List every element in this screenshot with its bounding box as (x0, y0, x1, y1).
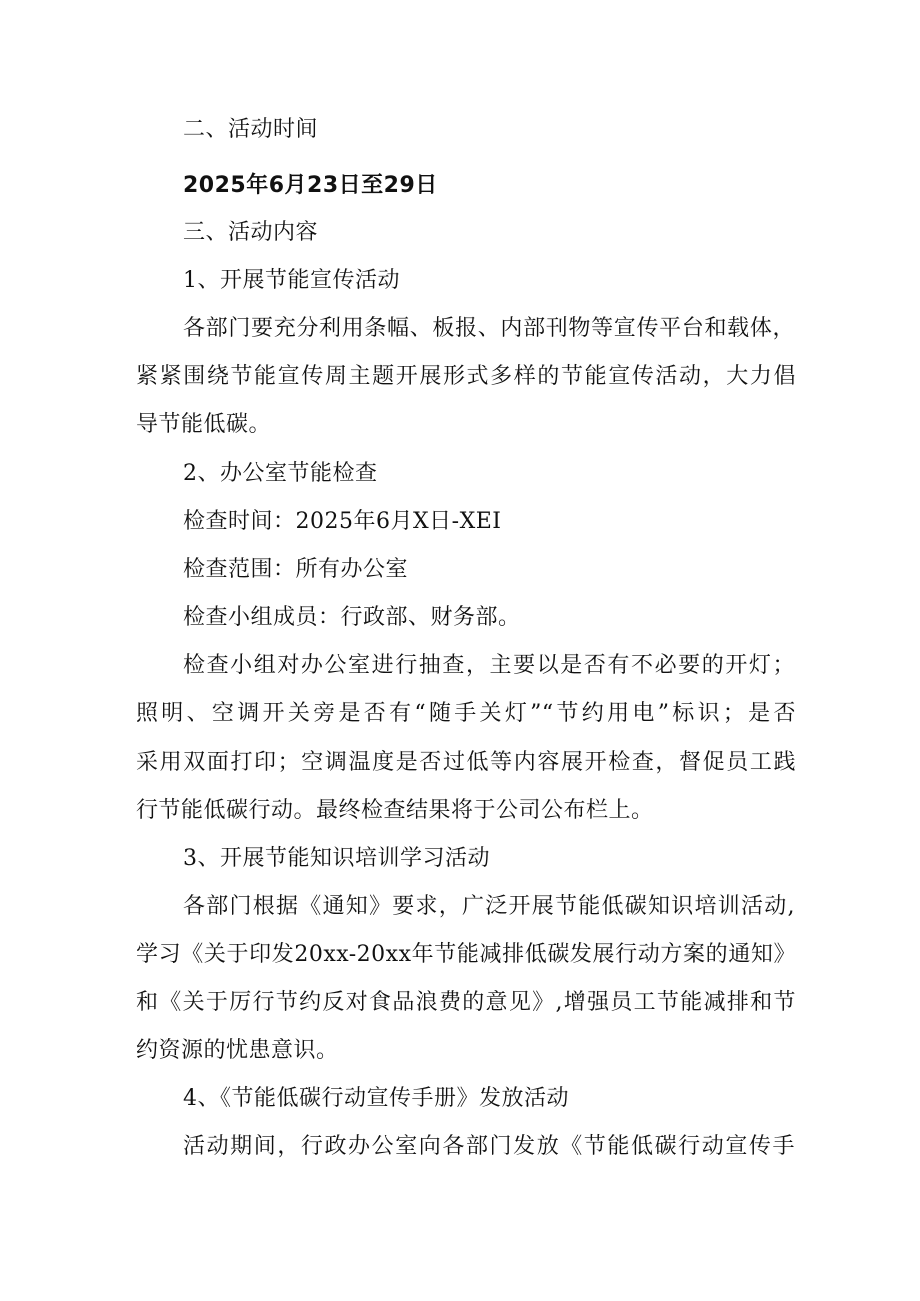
paragraph-line: 约资源的忧患意识。 (136, 1038, 339, 1063)
paragraph-line: 和《关于厉行节约反对食品浪费的意见》,增强员工节能减排和节 (136, 990, 796, 1015)
check-time: 检查时间：2025年6月X日-XEI (183, 509, 502, 534)
paragraph-line: 各部门要充分利用条幅、板报、内部刊物等宣传平台和载体， (183, 316, 795, 341)
paragraph-line: 导节能低碳。 (136, 412, 272, 437)
paragraph-line: 各部门根据《通知》要求，广泛开展节能低碳知识培训活动, (183, 894, 795, 919)
paragraph-line: 采用双面打印；空调温度是否过低等内容展开检查，督促员工践 (136, 750, 796, 775)
item-heading-1: 1、开展节能宣传活动 (183, 268, 400, 293)
paragraph-line: 行节能低碳行动。最终检查结果将于公司公布栏上。 (136, 798, 654, 823)
check-members: 检查小组成员：行政部、财务部。 (183, 605, 521, 630)
section-heading-activity-time: 二、活动时间 (183, 117, 319, 142)
activity-date: 2025年6月23日至29日 (183, 173, 438, 198)
item-heading-4: 4、《节能低碳行动宣传手册》发放活动 (183, 1086, 569, 1111)
paragraph-line: 检查小组对办公室进行抽查，主要以是否有不必要的开灯； (183, 653, 795, 678)
item-heading-3: 3、开展节能知识培训学习活动 (183, 846, 490, 871)
paragraph-line: 照明、空调开关旁是否有“随手关灯”“节约用电”标识；是否 (136, 701, 796, 726)
section-heading-activity-content: 三、活动内容 (183, 220, 319, 245)
item-heading-2: 2、办公室节能检查 (183, 461, 378, 486)
paragraph-line: 活动期间，行政办公室向各部门发放《节能低碳行动宣传手 (183, 1134, 795, 1159)
check-scope: 检查范围：所有办公室 (183, 557, 409, 582)
paragraph-line: 学习《关于印发20xx-20xx年节能减排低碳发展行动方案的通知》 (136, 942, 796, 967)
paragraph-line: 紧紧围绕节能宣传周主题开展形式多样的节能宣传活动，大力倡 (136, 364, 796, 389)
